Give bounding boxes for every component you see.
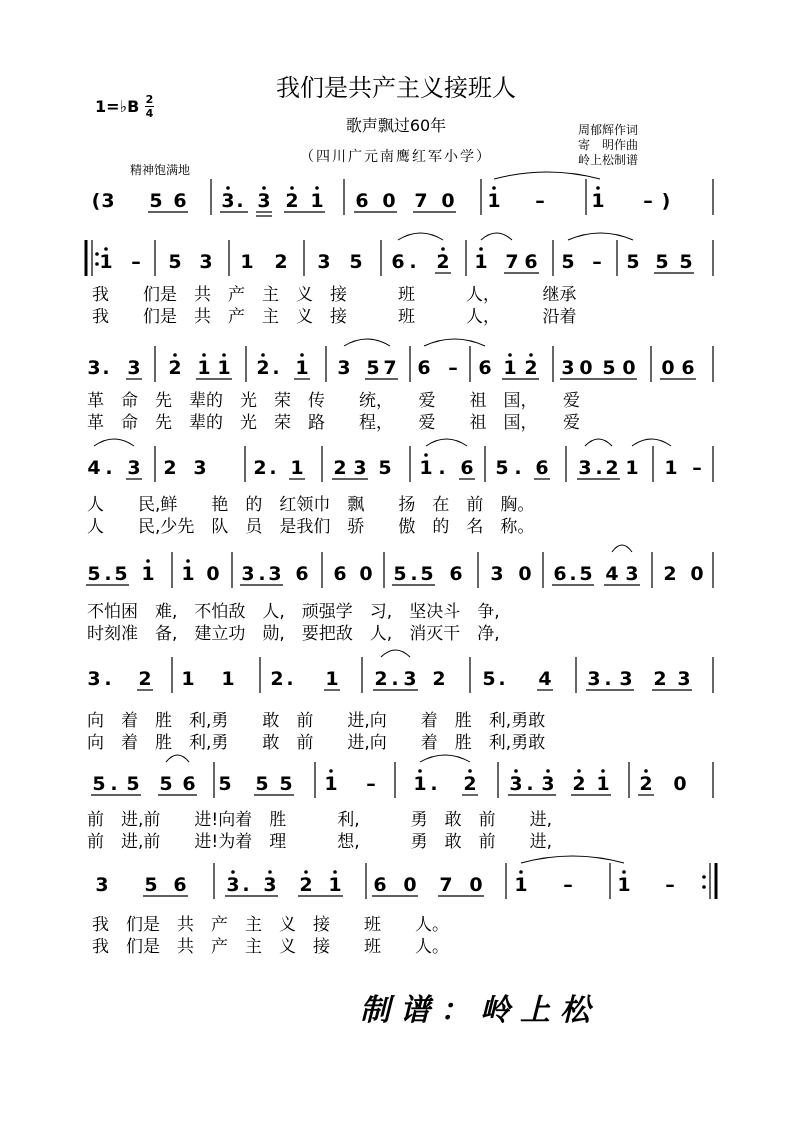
lyricist-credit: 周郁辉作词 [578, 123, 639, 137]
octave-dot [492, 186, 496, 190]
octave-dot [529, 353, 533, 357]
time-signature-top: 2 [145, 93, 154, 106]
note: 3 [87, 357, 101, 379]
note: . [391, 668, 399, 690]
note: 3 [193, 457, 207, 479]
note: 0 [661, 357, 675, 379]
note: 1 [240, 251, 254, 273]
octave-dot [261, 353, 265, 357]
note: 6 [449, 563, 463, 585]
slur [381, 650, 410, 657]
note: 1 [324, 773, 338, 795]
note: 6 [460, 457, 474, 479]
slur [481, 233, 512, 240]
note: 1 [328, 874, 342, 896]
octave-dot [546, 769, 550, 773]
subtitle: 歌声飘过60年 [345, 116, 447, 135]
octave-dot [622, 870, 626, 874]
system-7-lyrics-verse1: 前 进,前 进!向着 胜 利, 勇 敢 前 进, [87, 810, 553, 830]
note: 3 [578, 457, 592, 479]
note: 2 [256, 357, 270, 379]
note: 0 [382, 190, 396, 212]
note: 1 [310, 190, 324, 212]
system-7-lyrics-verse2: 前 进,前 进!为着 理 想, 勇 敢 前 进, [87, 832, 553, 852]
note: 3 [619, 668, 633, 690]
system-2-lyrics-verse2: 我 们是 共 产 主 义 接 班 人， 沿着 [92, 307, 577, 327]
note: 4 [538, 668, 552, 690]
note: 2 [270, 668, 284, 690]
slur [632, 439, 671, 446]
note: 5 [679, 251, 693, 273]
slur [494, 172, 600, 179]
octave-dot [329, 769, 333, 773]
note: . [498, 668, 506, 690]
note: 5 [378, 457, 392, 479]
note: 0 [469, 874, 483, 896]
note: . [438, 457, 446, 479]
octave-dot [577, 769, 581, 773]
note: . [286, 668, 294, 690]
note: 2 [374, 668, 388, 690]
note: 3 [541, 773, 555, 795]
note: 3 [677, 668, 691, 690]
octave-dot [601, 769, 605, 773]
note: – [131, 251, 141, 273]
note: 1 [413, 773, 427, 795]
note: 0 [622, 357, 636, 379]
note: 5 [366, 357, 380, 379]
note: 3 [241, 563, 255, 585]
octave-dot [95, 262, 99, 266]
note: – [448, 357, 458, 379]
system-8-lyrics-verse1: 我 们是 共 产 主 义 接 班 人。 [92, 915, 449, 935]
note: . [102, 357, 110, 379]
note: 5 [349, 251, 363, 273]
note: – [535, 190, 545, 212]
note: 1 [290, 457, 304, 479]
octave-dot [231, 870, 235, 874]
octave-dot [479, 247, 483, 251]
note: . [272, 357, 280, 379]
slur [398, 233, 443, 240]
note: 3 [226, 874, 240, 896]
note: 6 [295, 563, 309, 585]
octave-dot [644, 769, 648, 773]
note: 3 [127, 357, 141, 379]
note: 3 [101, 190, 115, 212]
system-3-lyrics-verse1: 革 命 先 辈的 光 荣 传 统， 爱 祖 国， 爱 [87, 391, 580, 411]
note: 7 [383, 357, 397, 379]
note: 3 [257, 190, 271, 212]
octave-dot [268, 870, 272, 874]
note: 1 [591, 190, 605, 212]
tempo-marking: 精神饱满地 [130, 163, 191, 177]
octave-dot [596, 186, 600, 190]
note: 5 [126, 773, 140, 795]
note: 1 [596, 773, 610, 795]
note: 0 [579, 357, 593, 379]
note: 2 [299, 874, 313, 896]
note: – [692, 457, 702, 479]
note: 1 [487, 190, 501, 212]
note: 2 [653, 668, 667, 690]
note: ) [661, 190, 671, 212]
note: 3 [199, 251, 213, 273]
note: 5 [255, 773, 269, 795]
system-4-lyrics-verse2: 人 民,少先 队 员 是我们 骄 傲 的 名 称。 [87, 517, 535, 537]
note: . [514, 457, 522, 479]
note: – [592, 251, 602, 273]
note: 7 [439, 874, 453, 896]
note: 2 [168, 357, 182, 379]
note: – [665, 874, 675, 896]
transcriber-credit: 岭上松制谱 [578, 153, 639, 167]
note: . [258, 563, 266, 585]
note: 2 [285, 190, 299, 212]
note: 5 [495, 457, 509, 479]
note: . [430, 773, 438, 795]
note: – [366, 773, 376, 795]
note: 1 [625, 457, 639, 479]
school-name: （四川广元南鹰红军小学） [300, 149, 492, 165]
note: 5 [149, 190, 163, 212]
system-4-lyrics-verse1: 人 民,鲜 艳 的 红领巾 飘 扬 在 前 胸。 [87, 495, 535, 515]
note: – [643, 190, 653, 212]
note: 3 [221, 190, 235, 212]
note: 1 [99, 251, 113, 273]
note: 3 [268, 563, 282, 585]
note: 5 [144, 874, 158, 896]
note: 3 [263, 874, 277, 896]
octave-dot [202, 353, 206, 357]
note: . [110, 773, 118, 795]
note: 5 [279, 773, 293, 795]
note: 7 [505, 251, 519, 273]
note: 6 [173, 874, 187, 896]
system-5-lyrics-verse2: 时刻准 备, 建立功 勋, 要把敌 人, 消灭干 净, [87, 624, 500, 644]
octave-dot [304, 870, 308, 874]
note: 6 [173, 190, 187, 212]
octave-dot [508, 353, 512, 357]
note: 2 [524, 357, 538, 379]
note: 0 [403, 874, 417, 896]
note: 6 [391, 251, 405, 273]
signature: 制谱：岭上松 [360, 993, 600, 1028]
note: 1 [514, 874, 528, 896]
octave-dot [418, 769, 422, 773]
octave-dot [173, 353, 177, 357]
note: 5 [218, 773, 232, 795]
note: . [409, 251, 417, 273]
note: . [595, 457, 603, 479]
note: 3 [490, 563, 504, 585]
octave-dot [519, 870, 523, 874]
note: 5 [92, 773, 106, 795]
song-title: 我们是共产主义接班人 [276, 74, 516, 102]
slur [424, 339, 485, 346]
slur [585, 439, 612, 446]
note: 3 [317, 251, 331, 273]
note: 5 [87, 563, 101, 585]
note: ( [91, 190, 101, 212]
note: 5 [561, 251, 575, 273]
note: 3 [127, 457, 141, 479]
octave-dot [104, 247, 108, 251]
note: . [526, 773, 534, 795]
note: 6 [333, 563, 347, 585]
note: 2 [253, 457, 267, 479]
note: 1 [295, 357, 309, 379]
note: 0 [690, 563, 704, 585]
note: 2 [436, 251, 450, 273]
note: 2 [572, 773, 586, 795]
note: 2 [639, 773, 653, 795]
note: 0 [518, 563, 532, 585]
note: 3 [403, 668, 417, 690]
note: 1 [197, 357, 211, 379]
note: . [236, 190, 244, 212]
slur [521, 856, 624, 863]
octave-dot [702, 885, 706, 889]
note: 5 [626, 251, 640, 273]
note: 4 [605, 563, 619, 585]
note: 1 [181, 563, 195, 585]
note: . [269, 457, 277, 479]
octave-dot [222, 353, 226, 357]
note: 5 [159, 773, 173, 795]
octave-dot [441, 247, 445, 251]
note: 6 [535, 457, 549, 479]
note: 3 [561, 357, 575, 379]
note: 3 [353, 457, 367, 479]
octave-dot [424, 453, 428, 457]
note: 5 [114, 563, 128, 585]
note: 1 [617, 874, 631, 896]
note: 6 [553, 563, 567, 585]
time-signature-bottom: 4 [145, 107, 154, 120]
note: 0 [441, 190, 455, 212]
note: 6 [355, 190, 369, 212]
note: 2 [605, 457, 619, 479]
slur [568, 233, 633, 240]
note: . [410, 563, 418, 585]
note: 5 [168, 251, 182, 273]
note: 1 [419, 457, 433, 479]
note: 1 [664, 457, 678, 479]
note: 5 [482, 668, 496, 690]
note: 1 [221, 668, 235, 690]
note: . [105, 457, 113, 479]
note: 5 [655, 251, 669, 273]
note: 3 [509, 773, 523, 795]
note: 5 [602, 357, 616, 379]
note: 3 [625, 563, 639, 585]
note: – [563, 874, 573, 896]
octave-dot [333, 870, 337, 874]
note: . [104, 563, 112, 585]
octave-dot [262, 186, 266, 190]
note: 6 [182, 773, 196, 795]
composer-credit: 寄 明作曲 [578, 138, 639, 152]
note: 6 [417, 357, 431, 379]
note: 3 [337, 357, 351, 379]
octave-dot [226, 186, 230, 190]
note: 1 [325, 668, 339, 690]
system-8-lyrics-verse2: 我 们是 共 产 主 义 接 班 人。 [92, 937, 449, 957]
key-signature: 1=♭B [95, 97, 140, 116]
note: 6 [681, 357, 695, 379]
note: 6 [373, 874, 387, 896]
octave-dot [514, 769, 518, 773]
octave-dot [146, 559, 150, 563]
system-3-lyrics-verse2: 革 命 先 辈的 光 荣 路 程， 爱 祖 国， 爱 [87, 413, 580, 433]
slur [426, 439, 467, 446]
note: 3 [87, 668, 101, 690]
slur [166, 755, 189, 762]
note: 6 [478, 357, 492, 379]
system-2-lyrics-verse1: 我 们是 共 产 主 义 接 班 人， 继承 [92, 285, 577, 305]
slur [420, 755, 470, 762]
octave-dot [186, 559, 190, 563]
note: 2 [138, 668, 152, 690]
note: 2 [663, 563, 677, 585]
note: 0 [673, 773, 687, 795]
slur [612, 545, 632, 552]
note: 1 [474, 251, 488, 273]
note: 2 [163, 457, 177, 479]
note: 1 [181, 668, 195, 690]
note: 5 [420, 563, 434, 585]
note: 7 [414, 190, 428, 212]
note: . [242, 874, 250, 896]
note: . [104, 668, 112, 690]
note: 3 [95, 874, 109, 896]
octave-dot [95, 252, 99, 256]
note: 3 [587, 668, 601, 690]
note: 6 [524, 251, 538, 273]
slur [344, 339, 390, 346]
system-6-lyrics-verse1: 向 着 胜 利,勇 敢 前 进,向 着 胜 利,勇敢 [87, 711, 546, 731]
note: 0 [206, 563, 220, 585]
note: . [604, 668, 612, 690]
note: . [569, 563, 577, 585]
note: 2 [274, 251, 288, 273]
octave-dot [315, 186, 319, 190]
octave-dot [702, 875, 706, 879]
note: 2 [463, 773, 477, 795]
note: 2 [432, 668, 446, 690]
note: 1 [503, 357, 517, 379]
note: 4 [87, 457, 101, 479]
note: 1 [141, 563, 155, 585]
slur [94, 439, 134, 446]
note: 0 [359, 563, 373, 585]
note: 2 [333, 457, 347, 479]
system-5-lyrics-verse1: 不怕困 难, 不怕敌 人, 顽强学 习, 坚决斗 争, [87, 602, 500, 622]
note: 5 [393, 563, 407, 585]
octave-dot [290, 186, 294, 190]
octave-dot [300, 353, 304, 357]
note: 1 [217, 357, 231, 379]
octave-dot [468, 769, 472, 773]
note: 5 [579, 563, 593, 585]
system-6-lyrics-verse2: 向 着 胜 利,勇 敢 前 进,向 着 胜 利,勇敢 [87, 733, 546, 753]
